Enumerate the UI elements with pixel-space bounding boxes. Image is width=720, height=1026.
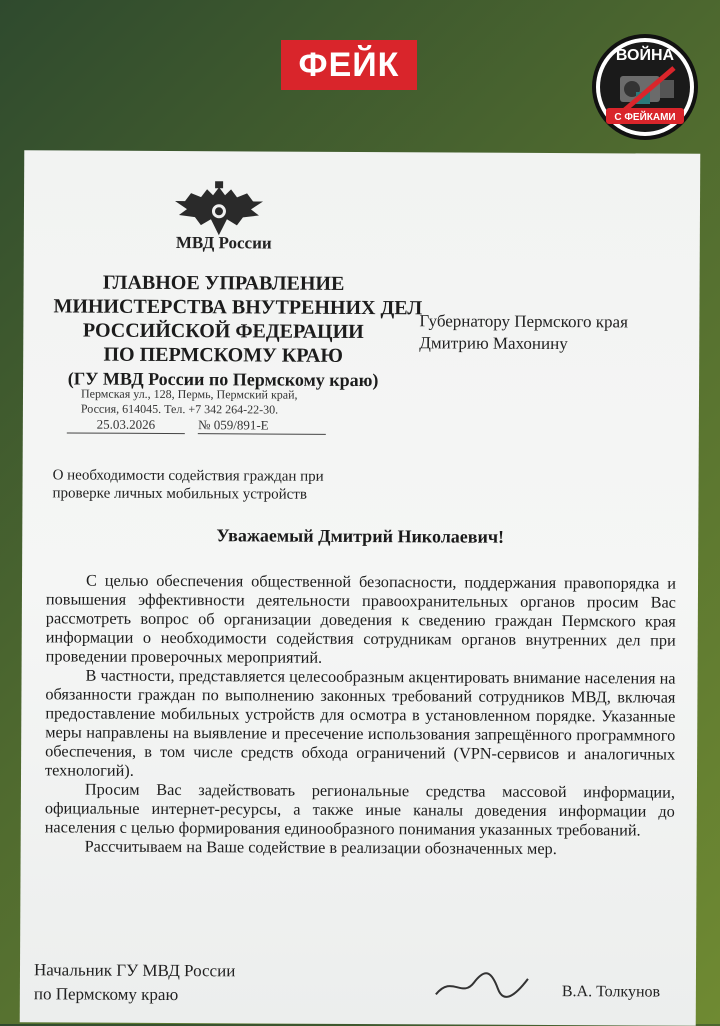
fake-label-badge: ФЕЙК — [281, 40, 417, 90]
body-paragraph: Просим Вас задействовать региональные средства массовой информации, официальные интернет-ресурсы, а также иные каналы доведения информации до населения с целью формирования единообразного понимания указанных требований. — [44, 779, 675, 840]
org-short-name: МВД России — [175, 233, 272, 253]
dept-line: МИНИСТЕРСТВА ВНУТРЕННИХ ДЕЛ — [53, 295, 423, 320]
address-line: Пермская ул., 128, Пермь, Пермский край, — [80, 386, 298, 402]
signatory-title — [34, 958, 236, 1007]
body-paragraph: В частности, представляется целесообразным акцентировать внимание населения на обязанности граждан по выполнению законных требований сотрудников МВД, включая предоставление мобильных устройств для осмотра в установленном порядке. Указанные меры направлены на выявление и пресечение использования запрещённого программного обеспечения, в том числе средств обхода ограничений (VPN-сервисов и аналогичных технологий). — [44, 665, 676, 780]
recipient-line: Губернатору Пермского края — [419, 311, 629, 332]
dept-line: ГЛАВНОЕ УПРАВЛЕНИЕ — [102, 271, 345, 295]
signatory-name: В.А. Толкунов — [561, 983, 661, 1001]
body-paragraph: С целью обеспечения общественной безопасности, поддержания правопорядка и повышения эффективности деятельности правоохранительных органов просим Вас рассмотреть вопрос об организации доведения к сведению граждан Пермского края информации о необходимости содействия сотрудникам органов внутренних дел при проведении проверочных мероприятий. — [45, 570, 677, 667]
official-letter — [20, 150, 701, 1026]
dept-line: РОССИЙСКОЙ ФЕДЕРАЦИИ — [82, 319, 364, 344]
letter-number: № 059/891-Е — [198, 417, 326, 435]
body-paragraph: Рассчитываем на Ваше содействие в реализации обозначенных мер. — [84, 836, 557, 859]
address-block — [81, 387, 298, 418]
logo-subtitle-text: С ФЕЙКАМИ — [614, 112, 676, 123]
letter-date: 25.03.2026 — [67, 416, 185, 434]
handwritten-signature — [432, 964, 532, 1005]
registration-line — [67, 416, 357, 435]
dept-line: ПО ПЕРМСКОМУ КРАЮ — [103, 343, 343, 367]
greeting: Уважаемый Дмитрий Николаевич! — [216, 525, 505, 547]
subject-block — [52, 466, 392, 504]
subject-line: проверке личных мобильных устройств — [52, 485, 307, 503]
signatory-line: по Пермскому краю — [33, 984, 179, 1005]
department-header — [53, 270, 423, 392]
dept-abbreviation: (ГУ МВД России по Пермскому краю) — [67, 368, 379, 391]
recipient-block — [419, 310, 689, 355]
address-line: Россия, 614045. Тел. +7 342 264-22-30. — [80, 401, 279, 417]
logo-title-text: ВОЙНА — [615, 47, 675, 64]
letter-body — [45, 570, 676, 858]
signatory-line: Начальник ГУ МВД России — [33, 960, 236, 981]
subject-line: О необходимости содействия граждан при — [52, 467, 324, 485]
war-on-fakes-logo — [590, 32, 700, 142]
recipient-line: Дмитрию Махонину — [419, 333, 568, 354]
